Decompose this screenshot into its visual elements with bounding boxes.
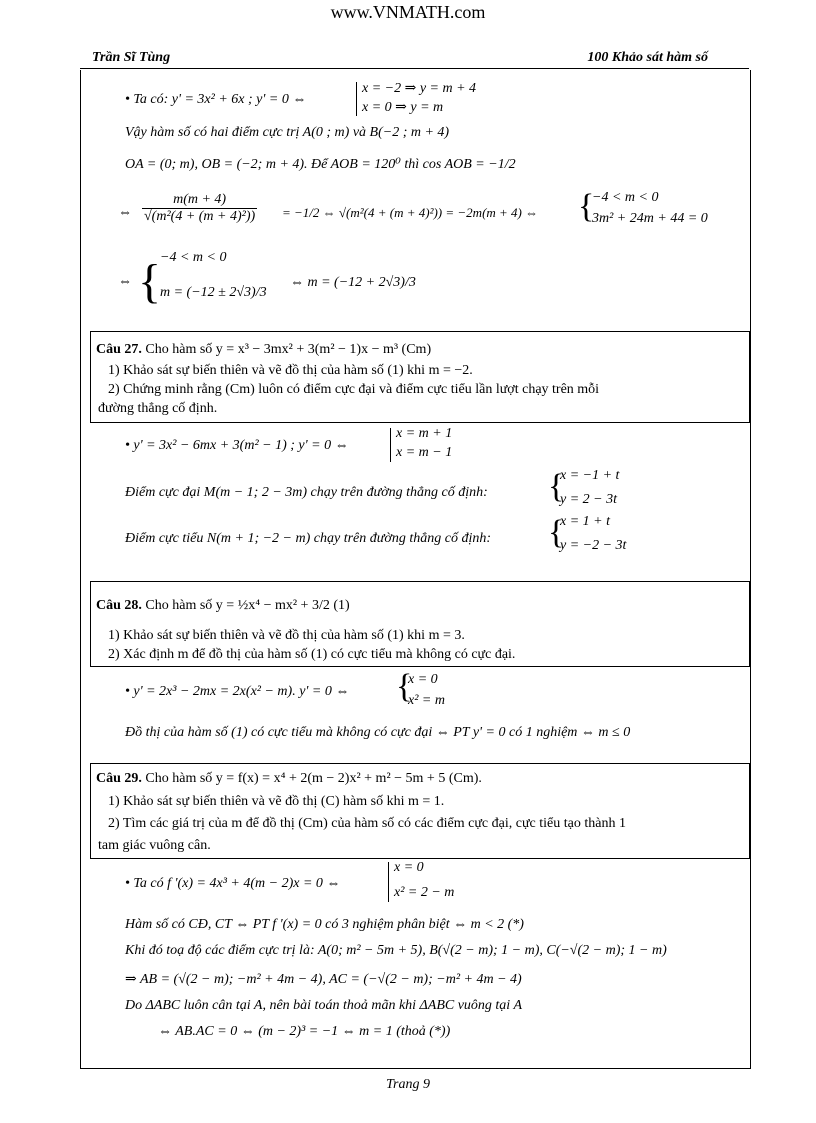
q28-sol-brace: { [396,668,413,705]
top-sol-line3: OA = (0; m), OB = (−2; m + 4). Để AOB = 120⁰ thì cos AOB = −1/2 [125,157,516,172]
q27-sol-case1: x = m + 1 [396,426,453,441]
top-sol-equiv: ⇔ [118,205,132,220]
q27-sol-line3-c1: x = 1 + t [560,514,610,529]
top-sol-line4-brace: { [578,188,595,225]
q28-sol-line2: Đồ thị của hàm số (1) có cực tiểu mà không có cực đại ⇔ PT y' = 0 có 1 nghiệm ⇔ m ≤ 0 [125,725,631,740]
page-number: Trang 9 [386,1077,430,1092]
top-sol-line4-rest: = −1/2 ⇔ √(m²(4 + (m + 4)²)) = −2m(m + 4) ⇔ [282,205,539,220]
q29-statement [96,771,482,787]
q27-sol-line3-c2: y = −2 − 3t [560,538,627,553]
q28-sol-case2: x² = m [408,693,445,708]
top-sol-line5-result: ⇔ m = (−12 + 2√3)/3 [290,275,416,290]
q28-sol-case1: x = 0 [408,672,438,687]
q29-sol-bracket [388,862,389,902]
q27-sol-bracket [390,428,391,462]
top-sol-line1: • Ta có: y' = 3x² + 6x ; y' = 0 ⇔ [125,92,307,107]
q27-label: Câu 27. [96,342,142,357]
top-sol-line5-brace: { [138,255,162,308]
q27-sol-line2-c2: y = 2 − 3t [560,492,617,507]
q29-sol-line1: • Ta có f '(x) = 4x³ + 4(m − 2)x = 0 ⇔ [125,876,341,891]
top-sol-case2: x = 0 ⇒ y = m [362,100,444,115]
q29-sol-line2: Hàm số có CĐ, CT ⇔ PT f '(x) = 0 có 3 nghiệm phân biệt ⇔ m < 2 (*) [125,917,524,932]
top-sol-bracket [356,82,357,116]
q27-sol-line3-brace: { [548,514,565,551]
q27-statement [96,342,431,358]
q29-statement-text: Cho hàm số y = f(x) = x⁴ + 2(m − 2)x² + m² − 5m + 5 (Cm). [145,771,482,786]
q29-sol-line3: Khi đó toạ độ các điểm cực trị là: A(0; m² − 5m + 5), B(√(2 − m); 1 − m), C(−√(2 − m); 1 − m) [125,943,667,958]
q27-sol-case2: x = m − 1 [396,445,453,460]
q29-sol-line5: Do ΔABC luôn cân tại A, nên bài toán thoả mãn khi ΔABC vuông tại A [125,998,522,1013]
author-name: Trần Sĩ Tùng [92,50,171,65]
top-sol-line4-den: √(m²(4 + (m + 4)²)) [144,209,256,224]
q28-statement-text: Cho hàm số y = ½x⁴ − mx² + 3/2 (1) [145,598,350,613]
top-sol-case1: x = −2 ⇒ y = m + 4 [362,81,477,96]
q29-part2b: tam giác vuông cân. [98,838,211,853]
q27-part2a: 2) Chứng minh rằng (Cm) luôn có điểm cực đại và điểm cực tiểu lần lượt chạy trên mỗi [108,382,600,397]
site-url: www.VNMATH.com [330,2,486,22]
q27-sol-line2: Điểm cực đại M(m − 1; 2 − 3m) chạy trên đường thẳng cố định: [125,485,488,500]
top-sol-line4-sys2: 3m² + 24m + 44 = 0 [592,211,708,226]
q29-part2a: 2) Tìm các giá trị của m để đồ thị (Cm) của hàm số có các điểm cực đại, cực tiểu tạo thành 1 [108,816,626,831]
top-sol-line5-sys2: m = (−12 ± 2√3)/3 [160,285,267,300]
top-sol-line4-sys1: −4 < m < 0 [592,190,659,205]
q29-sol-line6: ⇔ AB.AC = 0 ⇔ (m − 2)³ = −1 ⇔ m = 1 (thoả (*)) [158,1024,451,1039]
q27-sol-line1: • y' = 3x² − 6mx + 3(m² − 1) ; y' = 0 ⇔ [125,438,349,453]
q27-part2b: đường thẳng cố định. [98,401,218,416]
q27-sol-line3: Điểm cực tiểu N(m + 1; −2 − m) chạy trên đường thẳng cố định: [125,531,492,546]
top-sol-equiv2: ⇔ [118,274,132,289]
q29-label: Câu 29. [96,771,142,786]
q27-statement-text: Cho hàm số y = x³ − 3mx² + 3(m² − 1)x − m³ (Cm) [145,342,432,357]
top-sol-line4-fraction [140,192,259,225]
q28-part2: 2) Xác định m để đồ thị của hàm số (1) có cực tiểu mà không có cực đại. [108,647,516,662]
q27-sol-line2-brace: { [548,468,565,505]
q28-statement [96,598,350,614]
top-sol-line2: Vậy hàm số có hai điểm cực trị A(0 ; m) và B(−2 ; m + 4) [125,125,450,140]
top-sol-line5-sys1: −4 < m < 0 [160,250,227,265]
document-title: 100 Khảo sát hàm số [587,50,708,65]
top-sol-line4-num: m(m + 4) [142,192,257,209]
q27-part1: 1) Khảo sát sự biến thiên và vẽ đồ thị của hàm số (1) khi m = −2. [108,363,473,378]
q29-part1: 1) Khảo sát sự biến thiên và vẽ đồ thị (C) hàm số khi m = 1. [108,794,445,809]
q27-sol-line2-c1: x = −1 + t [560,468,620,483]
q28-label: Câu 28. [96,598,142,613]
q28-part1: 1) Khảo sát sự biến thiên và vẽ đồ thị của hàm số (1) khi m = 3. [108,628,465,643]
q29-sol-case2: x² = 2 − m [394,885,455,900]
q29-sol-case1: x = 0 [394,860,424,875]
q28-sol-line1: • y' = 2x³ − 2mx = 2x(x² − m). y' = 0 ⇔ [125,684,350,699]
q29-sol-line4: ⇒ AB = (√(2 − m); −m² + 4m − 4), AC = (−√(2 − m); −m² + 4m − 4) [125,972,522,987]
header-rule [80,68,749,69]
